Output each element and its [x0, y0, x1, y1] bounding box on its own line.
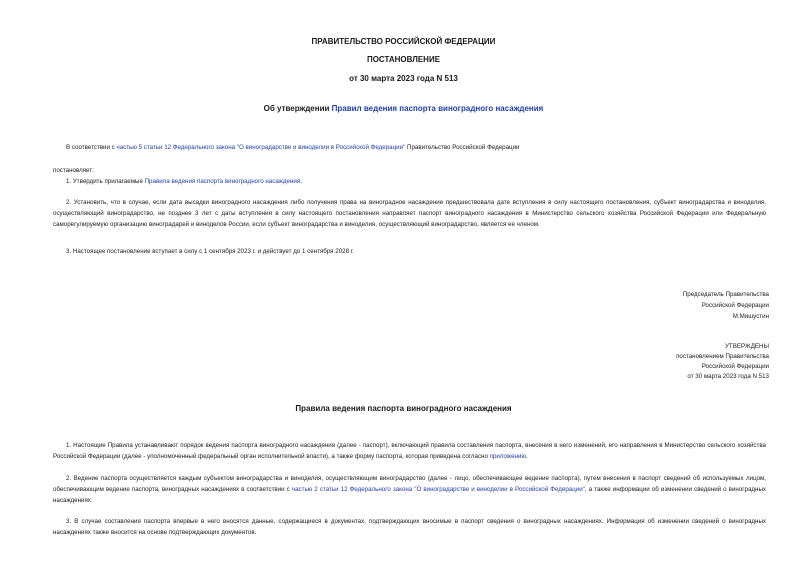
rule-2-after: , а также информации об изменении сведений о виноградных насаждениях.	[53, 486, 766, 504]
decree-date: от 30 марта 2023 года N 513	[349, 74, 458, 83]
signature-name: М.Мишустин	[732, 313, 769, 320]
item-2: 2. Установить, что в случае, если дата высадки виноградного насаждения либо получения права на виноградное насаждение предшествовала дате вступления в силу настоящего постановления, субъект виноградарства и виноделия, осуществляющий виноградарство, не позднее 3 лет с даты вступления в силу настоящего постановления направляет паспорт виноградного насаждения в Министерство сельского хозяйства Российской Федерации или Федеральную саморегулируемую организацию виноградарей и виноделов России, если субъект виноградарства и виноделия, осуществляющий виноградарство, является ее членом.	[53, 199, 766, 228]
item-1	[66, 176, 302, 187]
rule-2-law-link[interactable]: частью 2 статьи 12 Федерального закона "О виноградарстве и виноделии в Российской Федерации"	[291, 486, 585, 493]
signature-position: Председатель Правительства	[682, 291, 769, 298]
decree-title	[0, 104, 807, 113]
rule-1-before: 1. Настоящие Правила устанавливают порядок ведения паспорта виноградного насаждения (далее - паспорт), включающий правила составления паспорта, внесения в него изменений, его направления в Министерство сельского хозяйства Российской Федерации (далее - уполномоченный федеральный орган исполнительной власти), а также форму паспорта, которая приведена согласно	[53, 442, 766, 460]
preamble-before: В соответствии с	[66, 144, 117, 151]
government-heading: ПРАВИТЕЛЬСТВО РОССИЙСКОЙ ФЕДЕРАЦИИ	[311, 37, 496, 46]
law-article-link[interactable]: частью 5 статьи 12 Федерального закона "О виноградарстве и виноделии в Российской Федерации"	[116, 144, 406, 151]
item-3: 3. Настоящее постановление вступает в силу с 1 сентября 2023 г. и действует до 1 сентября 2028 г.	[66, 248, 354, 255]
item-1-rules-link[interactable]: Правила ведения паспорта виноградного насаждения	[144, 178, 301, 185]
preamble	[66, 142, 520, 153]
approval-by: постановлением Правительства	[676, 353, 769, 360]
approval-country: Российской Федерации	[701, 363, 769, 370]
approval-date: от 30 марта 2023 года N 513	[687, 373, 769, 380]
preamble-after: Правительство Российской Федерации	[405, 144, 520, 151]
signature-country: Российской Федерации	[701, 302, 769, 309]
title-rules-link[interactable]: Правил ведения паспорта виноградного насаждения	[331, 104, 544, 113]
rule-2-before: 2. Ведение паспорта осуществляется каждым субъектом виноградарства и виноделия, осуществляющим виноградарство (далее - лицо, обеспечивающее ведение паспорта), путем внесения в паспорт сведений об используемых лицом, обеспечивающим ведение паспорта, виноградных насаждениях в соответствии с	[53, 475, 766, 493]
rule-2	[53, 473, 766, 506]
appendix-link[interactable]: приложению	[489, 453, 527, 460]
item-1-after: .	[300, 178, 302, 185]
decree-heading: ПОСТАНОВЛЕНИЕ	[366, 55, 441, 64]
title-prefix: Об утверждении	[263, 104, 332, 113]
rule-3: 3. В случае составления паспорта впервые в него вносятся данные, содержащиеся в документах, подтверждающих вносимые в паспорт сведения о виноградных насаждениях. Информация об изменении сведений о виноградных насаждениях также вносится на основе подтверждающих документов.	[53, 518, 766, 536]
decides-word: постановляет:	[53, 167, 94, 174]
approval-word: УТВЕРЖДЕНЫ	[725, 343, 769, 350]
item-1-before: 1. Утвердить прилагаемые	[66, 178, 145, 185]
rule-1	[53, 440, 766, 462]
rule-1-after: .	[526, 453, 528, 460]
rules-heading: Правила ведения паспорта виноградного насаждения	[295, 404, 512, 413]
